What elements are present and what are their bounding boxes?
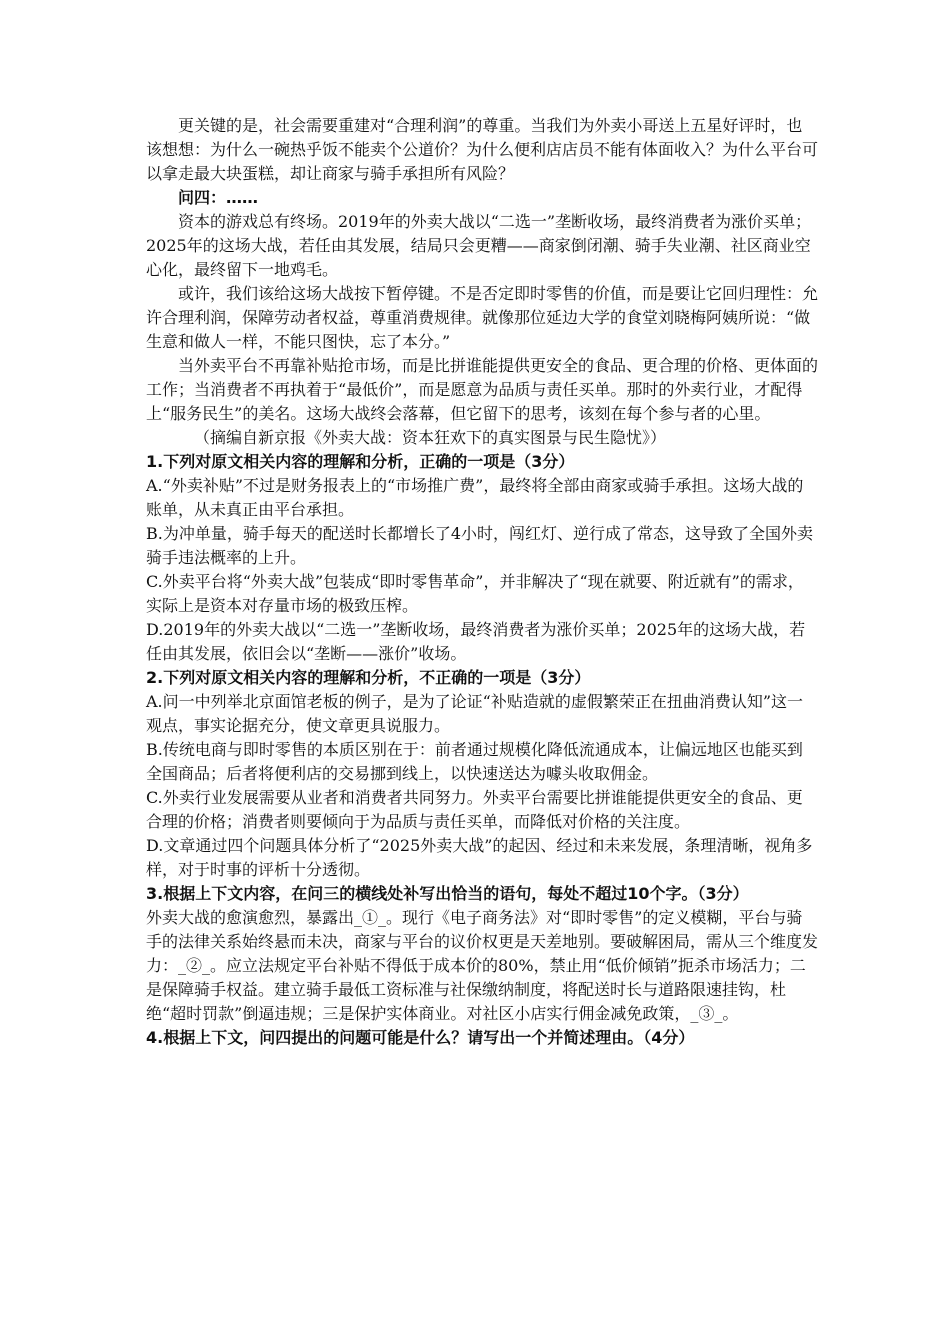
question-3-text: 外卖大战的愈演愈烈，暴露出_①_。现行《电子商务法》对“即时零售”的定义模糊，平台与骑手的法律关系始终悬而未决，商家与平台的议价权更是天差地别。要破解困局，需从三个维度发力：_②_。应立法规定平台补贴不得低于成本价的80%，禁止用“低价倾销”扼杀市场活力；二是保障骑手权益。建立骑手最低工资标准与社保缴纳制度，将配送时长与道路限速挂钩，杜绝“超时罚款”倒逼违规；三是保护实体商业。对社区小店实行佣金减免政策，_③_。 [146,908,819,1023]
article-paragraph-3: 或许，我们该给这场大战按下暂停键。不是否定即时零售的价值，而是要让它回归理性：允许合理利润，保障劳动者权益，尊重消费规律。就像那位延边大学的食堂刘晓梅阿姨所说：“做生意和做人一样，不能只图快，忘了本分。” [146,284,819,351]
question-4-title: 4.根据上下文，问四提出的问题可能是什么？请写出一个并简述理由。（4分） [146,1028,695,1047]
question-1-option-c: C.外卖平台将“外卖大战”包装成“即时零售革命”，并非解决了“现在就要、附近就有”的需求，实际上是资本对存量市场的极致压榨。 [146,572,804,615]
question-2-option-c: C.外卖行业发展需要从业者和消费者共同努力。外卖平台需要比拼谁能提供更安全的食品、更合理的价格；消费者则要倾向于为品质与责任买单，而降低对价格的关注度。 [146,788,803,831]
question-1-option-b: B.为冲单量，骑手每天的配送时长都增长了4小时，闯红灯、逆行成了常态，这导致了全国外卖骑手违法概率的上升。 [146,524,814,567]
document-page [146,114,818,1050]
article-paragraph-4: 当外卖平台不再靠补贴抢市场，而是比拼谁能提供更安全的食品、更合理的价格、更体面的工作；当消费者不再执着于“最低价”，而是愿意为品质与责任买单。那时的外卖行业，才配得上“服务民生”的美名。这场大战终会落幕，但它留下的思考，该刻在每个参与者的心里。 [146,356,819,423]
question-2-title: 2.下列对原文相关内容的理解和分析，不正确的一项是（3分） [146,668,591,687]
question-3-title: 3.根据上下文内容，在问三的横线处补写出恰当的语句，每处不超过10个字。（3分） [146,884,749,903]
question-1-title: 1.下列对原文相关内容的理解和分析，正确的一项是（3分） [146,452,575,471]
question-2-option-a: A.问一中列举北京面馆老板的例子，是为了论证“补贴造就的虚假繁荣正在扭曲消费认知”这一观点，事实论据充分，使文章更具说服力。 [146,692,804,735]
question-2-option-d: D.文章通过四个问题具体分析了“2025外卖大战”的起因、经过和未来发展，条理清晰，视角多样，对于时事的评析十分透彻。 [146,836,813,879]
question-2-option-b: B.传统电商与即时零售的本质区别在于：前者通过规模化降低流通成本，让偏远地区也能买到全国商品；后者将便利店的交易挪到线上，以快速送达为噱头收取佣金。 [146,740,803,783]
question-1-option-d: D.2019年的外卖大战以“二选一”垄断收场，最终消费者为涨价买单；2025年的这场大战，若任由其发展，依旧会以“垄断——涨价”收场。 [146,620,806,663]
article-paragraph-2: 资本的游戏总有终场。2019年的外卖大战以“二选一”垄断收场，最终消费者为涨价买单；2025年的这场大战，若任由其发展，结局只会更糟——商家倒闭潮、骑手失业潮、社区商业空心化，最终留下一地鸡毛。 [146,212,812,279]
article-paragraph-1: 更关键的是，社会需要重建对“合理利润”的尊重。当我们为外卖小哥送上五星好评时，也该想想：为什么一碗热乎饭不能卖个公道价？为什么便利店店员不能有体面收入？为什么平台可以拿走最大块蛋糕，却让商家与骑手承担所有风险？ [146,116,819,183]
article-source: （摘编自新京报《外卖大战：资本狂欢下的真实图景与民生隐忧》） [194,428,667,447]
question-1-option-a: A.“外卖补贴”不过是财务报表上的“市场推广费”，最终将全部由商家或骑手承担。这场大战的账单，从未真正由平台承担。 [146,476,804,519]
question-four-heading: 问四：…… [178,188,259,207]
